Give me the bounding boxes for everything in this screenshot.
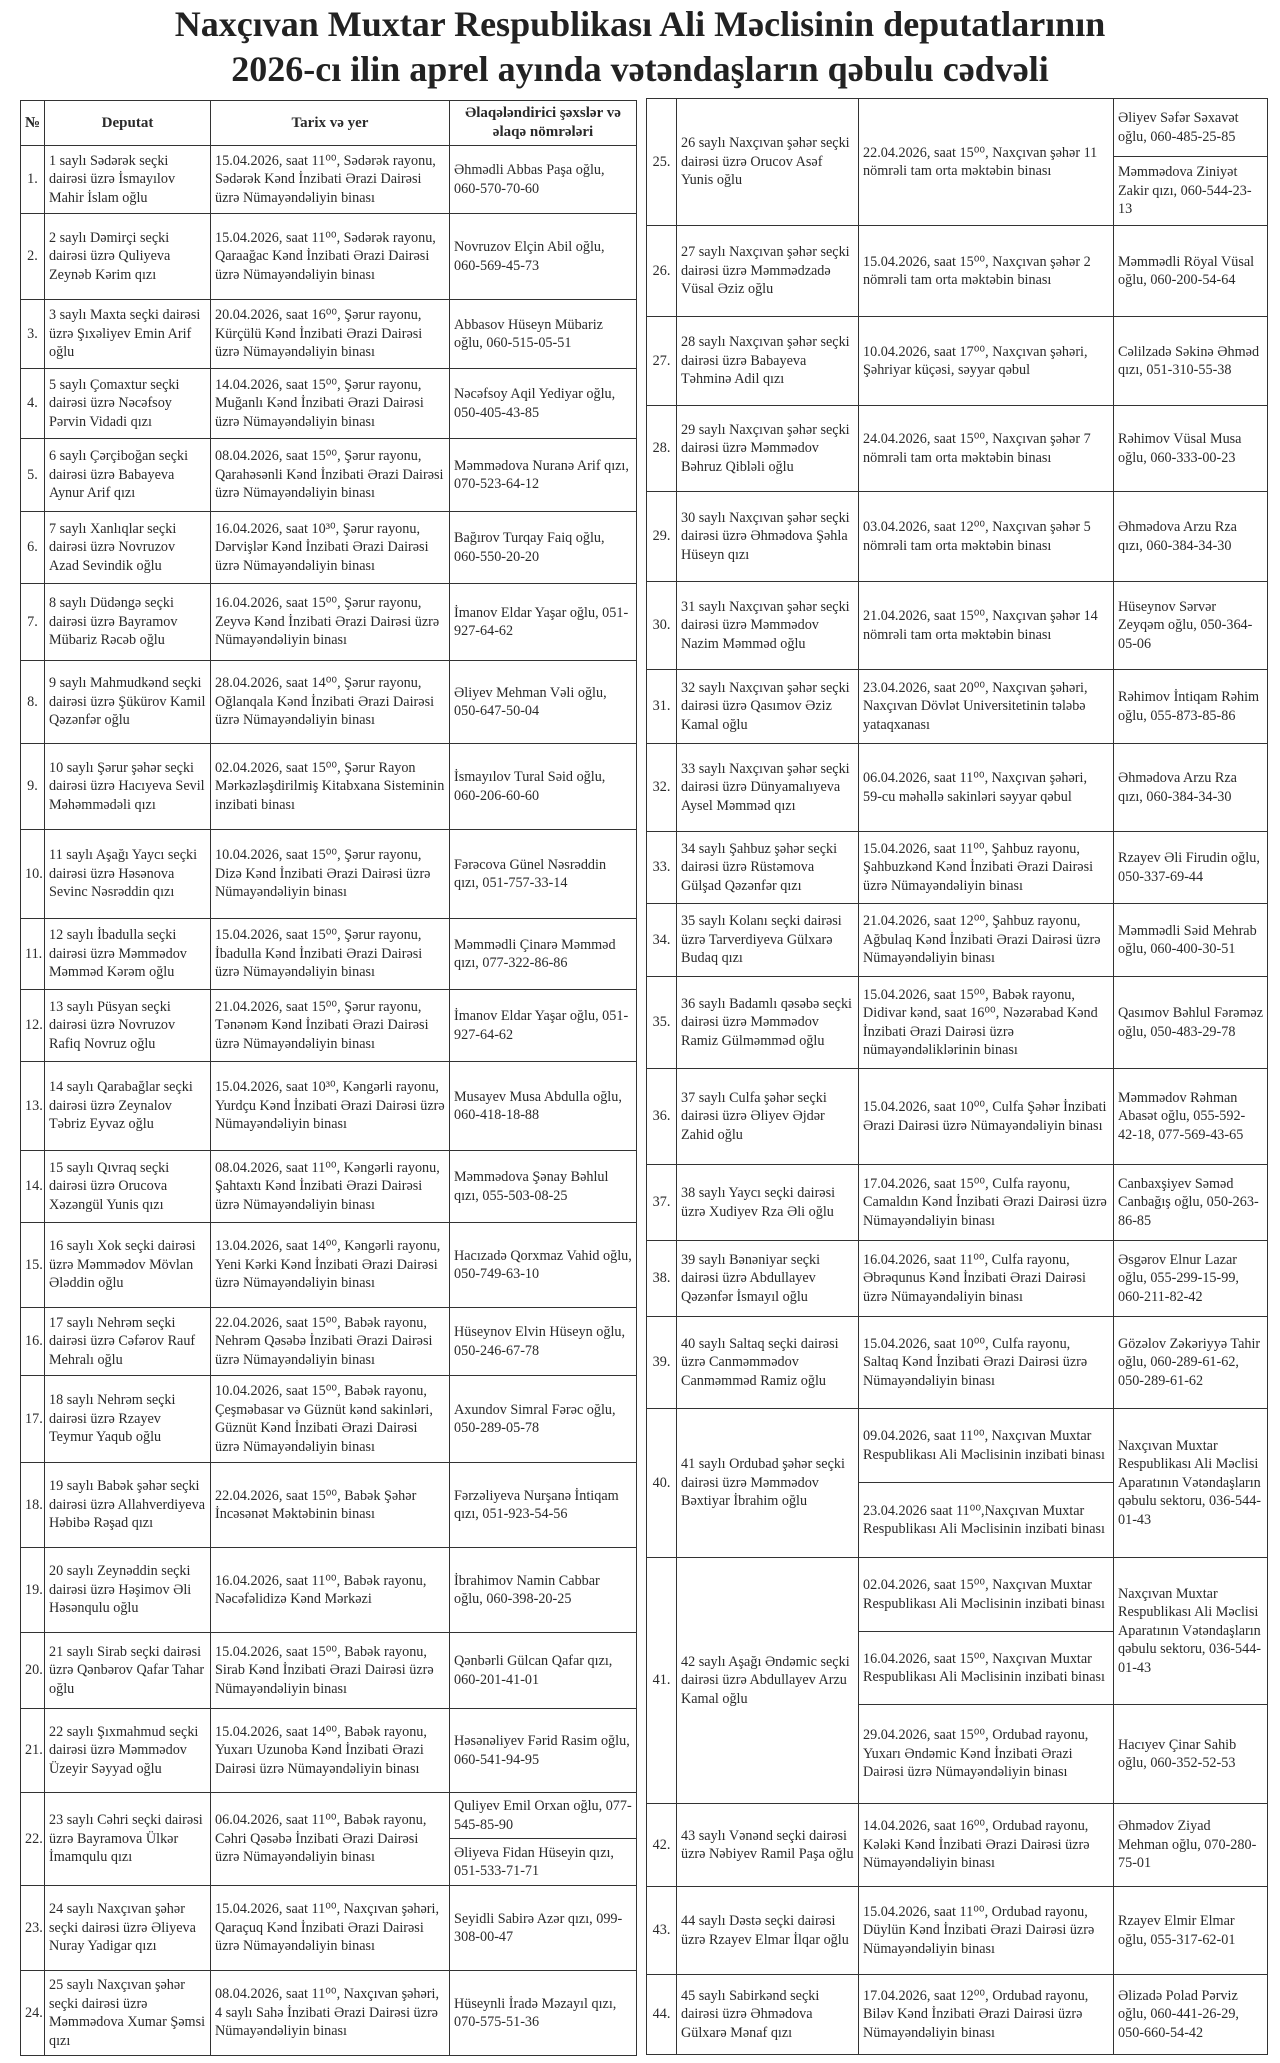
deputy-cell: 9 saylı Mahmudkənd seçki dairəsi üzrə Şükürov Kamil Qəzənfər oğlu — [45, 661, 211, 744]
contact-cell: Hüseynov Elvin Hüseyn oğlu, 050-246-67-78 — [450, 1308, 637, 1376]
date-place-cell: 15.04.2026, saat 15⁰⁰, Naxçıvan şəhər 2 nömrəli tam orta məktəbin binası — [859, 226, 1114, 317]
table-row — [21, 1223, 637, 1308]
deputy-cell: 21 saylı Sirab seçki dairəsi üzrə Qənbərov Qafar Tahar oğlu — [45, 1633, 211, 1709]
table-row — [21, 214, 637, 300]
date-place-cell: 16.04.2026, saat 11⁰⁰, Babək rayonu, Nəcəfəlidizə Kənd Mərkəzi — [211, 1548, 450, 1633]
date-place-cell: 02.04.2026, saat 15⁰⁰, Şərur Rayon Mərkəzləşdirilmiş Kitabxana Sisteminin inzibati binası — [211, 744, 450, 830]
row-number: 16. — [21, 1308, 45, 1376]
table-row — [21, 744, 637, 830]
date-place-cell: 06.04.2026, saat 11⁰⁰, Babək rayonu, Cəhri Qəsəbə İnzibati Ərazi Dairəsi üzrə Nümayəndəliyin binası — [211, 1793, 450, 1886]
deputy-cell: 35 saylı Kolanı seçki dairəsi üzrə Tarverdiyeva Gülxarə Budaq qızı — [677, 904, 859, 977]
table-row — [647, 1975, 1268, 2055]
row-number: 12. — [21, 990, 45, 1062]
page-title — [0, 2, 1280, 92]
date-place-cell: 08.04.2026, saat 11⁰⁰, Naxçıvan şəhəri, 4 saylı Sahə İnzibati Ərazi Dairəsi üzrə Nümayəndəliyin binası — [211, 1971, 450, 2056]
deputy-cell: 10 saylı Şərur şəhər seçki dairəsi üzrə Hacıyeva Sevil Məhəmmədəli qızı — [45, 744, 211, 830]
row-number: 9. — [21, 744, 45, 830]
contact-cell: Rzayev Əli Firudin oğlu, 050-337-69-44 — [1114, 832, 1268, 904]
date-place-cell: 22.04.2026, saat 15⁰⁰, Babək Şəhər İncəsənət Məktəbinin binası — [211, 1463, 450, 1548]
row-number: 37. — [647, 1165, 677, 1241]
date-place-cell: 20.04.2026, saat 16⁰⁰, Şərur rayonu, Kürçülü Kənd İnzibati Ərazi Dairəsi üzrə Nümayəndəliyin binası — [211, 300, 450, 369]
row-number: 22. — [21, 1793, 45, 1886]
date-place-cell: 15.04.2026, saat 11⁰⁰, Sədərək rayonu, Sədərək Kənd İnzibati Ərazi Dairəsi üzrə Nümayəndəliyin binası — [211, 146, 450, 214]
date-place-cell: 02.04.2026, saat 15⁰⁰, Naxçıvan Muxtar Respublikası Ali Məclisinin inzibati binası — [859, 1558, 1114, 1632]
table-row — [647, 904, 1268, 977]
table-row — [647, 582, 1268, 670]
table-row — [21, 1463, 637, 1548]
contact-cell: Rəhimov Vüsal Musa oğlu, 060-333-00-23 — [1114, 406, 1268, 492]
contact-cell: Canbaxşiyev Səməd Canbağış oğlu, 050-263-86-85 — [1114, 1165, 1268, 1241]
header-row — [21, 101, 637, 146]
date-place-cell: 13.04.2026, saat 14⁰⁰, Kəngərli rayonu, Yeni Kərki Kənd İnzibati Ərazi Dairəsi üzrə Nümayəndəliyin binası — [211, 1223, 450, 1308]
table-row — [21, 990, 637, 1062]
date-place-cell: 15.04.2026, saat 15⁰⁰, Şərur rayonu, İbadulla Kənd İnzibati Ərazi Dairəsi üzrə Nümayəndəliyin binası — [211, 919, 450, 990]
deputy-cell: 18 saylı Nehrəm seçki dairəsi üzrə Rzayev Teymur Yaqub oğlu — [45, 1376, 211, 1463]
contact-cell: Axundov Simral Fərəc oğlu, 050-289-05-78 — [450, 1376, 637, 1463]
deputy-cell: 19 saylı Babək şəhər seçki dairəsi üzrə Allahverdiyeva Həbibə Rəşad qızı — [45, 1463, 211, 1548]
deputy-cell: 16 saylı Xok seçki dairəsi üzrə Məmmədov Mövlan Ələddin oğlu — [45, 1223, 211, 1308]
table-row — [647, 977, 1268, 1069]
row-number: 43. — [647, 1887, 677, 1975]
contact-cell: Hüseynov Sərvər Zeyqəm oğlu, 050-364-05-06 — [1114, 582, 1268, 670]
date-place-cell: 24.04.2026, saat 15⁰⁰, Naxçıvan şəhər 7 nömrəli tam orta məktəbin binası — [859, 406, 1114, 492]
row-number: 14. — [21, 1151, 45, 1223]
contact-cell: Məmmədli Səid Mehrab oğlu, 060-400-30-51 — [1114, 904, 1268, 977]
date-place-cell: 15.04.2026, saat 11⁰⁰, Ordubad rayonu, Düylün Kənd İnzibati Ərazi Dairəsi üzrə Nümayəndəliyin binası — [859, 1887, 1114, 1975]
date-place-cell: 23.04.2026 saat 11⁰⁰,Naxçıvan Muxtar Respublikası Ali Məclisinin inzibati binası — [859, 1483, 1114, 1558]
row-number: 42. — [647, 1804, 677, 1887]
table-row — [21, 1709, 637, 1793]
table-row — [647, 1558, 1268, 1632]
deputy-cell: 17 saylı Nehrəm seçki dairəsi üzrə Cəfərov Rauf Mehralı oğlu — [45, 1308, 211, 1376]
contact-cell: Məmmədova Nuranə Arif qızı, 070-523-64-12 — [450, 439, 637, 512]
contact-cell: Əhmədova Arzu Rza qızı, 060-384-34-30 — [1114, 744, 1268, 832]
row-number: 5. — [21, 439, 45, 512]
table-row — [21, 1971, 637, 2056]
date-place-cell: 15.04.2026, saat 11⁰⁰, Şahbuz rayonu, Şahbuzkənd Kənd İnzibati Ərazi Dairəsi üzrə Nümayəndəliyin binası — [859, 832, 1114, 904]
deputy-cell: 5 saylı Çomaxtur seçki dairəsi üzrə Nəcəfsoy Pərvin Vidadi qızı — [45, 369, 211, 439]
contact-cell: Rzayev Elmir Elmar oğlu, 055-317-62-01 — [1114, 1887, 1268, 1975]
table-row — [21, 919, 637, 990]
deputy-cell: 32 saylı Naxçıvan şəhər seçki dairəsi üzrə Qasımov Əziz Kamal oğlu — [677, 670, 859, 744]
table-row — [647, 492, 1268, 582]
row-number: 41. — [647, 1558, 677, 1804]
date-place-cell: 09.04.2026, saat 11⁰⁰, Naxçıvan Muxtar Respublikası Ali Məclisinin inzibati binası — [859, 1409, 1114, 1483]
contact-cell: Məmmədov Rəhman Abasət oğlu, 055-592-42-18, 077-569-43-65 — [1114, 1069, 1268, 1165]
table-row — [21, 661, 637, 744]
deputy-cell: 23 saylı Cəhri seçki dairəsi üzrə Bayramova Ülkər İmamqulu qızı — [45, 1793, 211, 1886]
contact-cell: Qasımov Bəhlul Fərəməz oğlu, 050-483-29-78 — [1114, 977, 1268, 1069]
table-row — [21, 1376, 637, 1463]
deputy-cell: 1 saylı Sədərək seçki dairəsi üzrə İsmayılov Mahir İslam oğlu — [45, 146, 211, 214]
deputy-cell: 38 saylı Yaycı seçki dairəsi üzrə Xudiyev Rza Əli oğlu — [677, 1165, 859, 1241]
date-place-cell: 15.04.2026, saat 11⁰⁰, Sədərək rayonu, Qaraağac Kənd İnzibati Ərazi Dairəsi üzrə Nümayəndəliyin binası — [211, 214, 450, 300]
header-contacts: Əlaqələndirici şəxslər və əlaqə nömrələri — [450, 101, 637, 146]
row-number: 24. — [21, 1971, 45, 2056]
contact-cell: Novruzov Elçin Abil oğlu, 060-569-45-73 — [450, 214, 637, 300]
date-place-cell: 22.04.2026, saat 15⁰⁰, Naxçıvan şəhər 11 nömrəli tam orta məktəbin binası — [859, 99, 1114, 226]
table-row — [647, 99, 1268, 157]
deputy-cell: 24 saylı Naxçıvan şəhər seçki dairəsi üzrə Əliyeva Nuray Yadigar qızı — [45, 1886, 211, 1971]
row-number: 29. — [647, 492, 677, 582]
table-row — [647, 670, 1268, 744]
row-number: 3. — [21, 300, 45, 369]
deputy-cell: 33 saylı Naxçıvan şəhər seçki dairəsi üzrə Dünyamalıyeva Aysel Məmməd qızı — [677, 744, 859, 832]
deputy-cell: 37 saylı Culfa şəhər seçki dairəsi üzrə Əliyev Əjdər Zahid oğlu — [677, 1069, 859, 1165]
table-row — [21, 146, 637, 214]
deputy-cell: 41 saylı Ordubad şəhər seçki dairəsi üzrə Məmmədov Bəxtiyar İbrahim oğlu — [677, 1409, 859, 1558]
table-row — [647, 1804, 1268, 1887]
row-number: 44. — [647, 1975, 677, 2055]
contact-cell: Məmmədli Röyal Vüsal oğlu, 060-200-54-64 — [1114, 226, 1268, 317]
deputy-cell: 12 saylı İbadulla seçki dairəsi üzrə Məmmədov Məmməd Kərəm oğlu — [45, 919, 211, 990]
header-date-place: Tarix və yer — [211, 101, 450, 146]
date-place-cell: 06.04.2026, saat 11⁰⁰, Naxçıvan şəhəri, 59-cu məhəllə sakinləri səyyar qəbul — [859, 744, 1114, 832]
contact-cell: Gözəlov Zəkəriyyə Tahir oğlu, 060-289-61-62, 050-289-61-62 — [1114, 1317, 1268, 1409]
contact-cell: Hacıyev Çinar Sahib oğlu, 060-352-52-53 — [1114, 1705, 1268, 1804]
row-number: 28. — [647, 406, 677, 492]
date-place-cell: 03.04.2026, saat 12⁰⁰, Naxçıvan şəhər 5 nömrəli tam orta məktəbin binası — [859, 492, 1114, 582]
deputy-cell: 28 saylı Naxçıvan şəhər seçki dairəsi üzrə Babayeva Təhminə Adil qızı — [677, 317, 859, 406]
table-row — [647, 1069, 1268, 1165]
date-place-cell: 15.04.2026, saat 15⁰⁰, Babək rayonu, Didivar kənd, saat 16⁰⁰, Nəzərabad Kənd İnzibati Ərazi Dairəsi üzrə nümayəndəliklərinin binası — [859, 977, 1114, 1069]
date-place-cell: 10.04.2026, saat 15⁰⁰, Şərur rayonu, Dizə Kənd İnzibati Ərazi Dairəsi üzrə Nümayəndəliyin binası — [211, 830, 450, 919]
row-number: 26. — [647, 226, 677, 317]
deputy-cell: 15 saylı Qıvraq seçki dairəsi üzrə Orucova Xəzəngül Yunis qızı — [45, 1151, 211, 1223]
deputy-cell: 30 saylı Naxçıvan şəhər seçki dairəsi üzrə Əhmədova Şəhla Hüseyn qızı — [677, 492, 859, 582]
table-row — [21, 369, 637, 439]
date-place-cell: 14.04.2026, saat 16⁰⁰, Ordubad rayonu, Kələki Kənd İnzibati Ərazi Dairəsi üzrə Nümayəndəliyin binası — [859, 1804, 1114, 1887]
contact-cell: Əhmədova Arzu Rza qızı, 060-384-34-30 — [1114, 492, 1268, 582]
table-body-left — [21, 146, 637, 2056]
date-place-cell: 08.04.2026, saat 11⁰⁰, Kəngərli rayonu, Şahtaxtı Kənd İnzibati Ərazi Dairəsi üzrə Nümayəndəliyin binası — [211, 1151, 450, 1223]
row-number: 4. — [21, 369, 45, 439]
date-place-cell: 14.04.2026, saat 15⁰⁰, Şərur rayonu, Muğanlı Kənd İnzibati Ərazi Dairəsi üzrə Nümayəndəliyin binası — [211, 369, 450, 439]
contact-cell: Naxçıvan Muxtar Respublikası Ali Məclisi Aparatının Vətəndaşların qəbulu sektoru, 036-544-01-43 — [1114, 1558, 1268, 1705]
date-place-cell: 10.04.2026, saat 17⁰⁰, Naxçıvan şəhəri, Şəhriyar küçəsi, səyyar qəbul — [859, 317, 1114, 406]
row-number: 1. — [21, 146, 45, 214]
row-number: 36. — [647, 1069, 677, 1165]
deputy-cell: 36 saylı Badamlı qəsəbə seçki dairəsi üzrə Məmmədov Ramiz Gülməmməd oğlu — [677, 977, 859, 1069]
deputy-cell: 43 saylı Vənənd seçki dairəsi üzrə Nəbiyev Ramil Paşa oğlu — [677, 1804, 859, 1887]
deputy-cell: 6 saylı Çərçiboğan seçki dairəsi üzrə Babayeva Aynur Arif qızı — [45, 439, 211, 512]
contact-cell: Məmmədova Ziniyət Zakir qızı, 060-544-23-13 — [1114, 157, 1268, 226]
contact-cell: Əliyeva Fidan Hüseyin qızı, 051-533-71-71 — [450, 1839, 637, 1886]
table-row — [21, 512, 637, 584]
deputy-cell: 34 saylı Şahbuz şəhər seçki dairəsi üzrə Rüstəmova Gülşad Qəzənfər qızı — [677, 832, 859, 904]
contact-cell: Əliyev Mehman Vəli oğlu, 050-647-50-04 — [450, 661, 637, 744]
table-row — [647, 1317, 1268, 1409]
row-number: 7. — [21, 584, 45, 661]
row-number: 35. — [647, 977, 677, 1069]
deputy-cell: 7 saylı Xanlıqlar seçki dairəsi üzrə Novruzov Azad Sevindik oğlu — [45, 512, 211, 584]
contact-cell: Qənbərli Gülcan Qafar qızı, 060-201-41-01 — [450, 1633, 637, 1709]
row-number: 20. — [21, 1633, 45, 1709]
deputy-cell: 22 saylı Şıxmahmud seçki dairəsi üzrə Məmmədov Üzeyir Səyyad oğlu — [45, 1709, 211, 1793]
row-number: 15. — [21, 1223, 45, 1308]
contact-cell: İbrahimov Namin Cabbar oğlu, 060-398-20-25 — [450, 1548, 637, 1633]
row-number: 8. — [21, 661, 45, 744]
table-row — [21, 1548, 637, 1633]
deputy-cell: 11 saylı Aşağı Yaycı seçki dairəsi üzrə Həsənova Sevinc Nəsrəddin qızı — [45, 830, 211, 919]
row-number: 18. — [21, 1463, 45, 1548]
deputy-cell: 2 saylı Dəmirçi seçki dairəsi üzrə Quliyeva Zeynəb Kərim qızı — [45, 214, 211, 300]
date-place-cell: 15.04.2026, saat 10⁰⁰, Culfa rayonu, Saltaq Kənd İnzibati Ərazi Dairəsi üzrə Nümayəndəliyin binası — [859, 1317, 1114, 1409]
date-place-cell: 29.04.2026, saat 15⁰⁰, Ordubad rayonu, Yuxarı Əndəmic Kənd İnzibati Ərazi Dairəsi üzrə Nümayəndəliyin binası — [859, 1705, 1114, 1804]
row-number: 21. — [21, 1709, 45, 1793]
date-place-cell: 16.04.2026, saat 10³⁰, Şərur rayonu, Dərvişlər Kənd İnzibati Ərazi Dairəsi üzrə Nümayəndəliyin binası — [211, 512, 450, 584]
contact-cell: Cəlilzadə Səkinə Əhməd qızı, 051-310-55-38 — [1114, 317, 1268, 406]
row-number: 30. — [647, 582, 677, 670]
date-place-cell: 15.04.2026, saat 15⁰⁰, Babək rayonu, Sirab Kənd İnzibati Ərazi Dairəsi üzrə Nümayəndəliyin binası — [211, 1633, 450, 1709]
schedule-table-left — [20, 100, 637, 2056]
row-number: 32. — [647, 744, 677, 832]
table-row — [647, 406, 1268, 492]
title-line-2: 2026-cı ilin aprel ayında vətəndaşların qəbulu cədvəli — [231, 49, 1049, 89]
row-number: 11. — [21, 919, 45, 990]
contact-cell: Əhmədli Abbas Paşa oğlu, 060-570-70-60 — [450, 146, 637, 214]
date-place-cell: 15.04.2026, saat 14⁰⁰, Babək rayonu, Yuxarı Uzunoba Kənd İnzibati Ərazi Dairəsi üzrə Nümayəndəliyin binası — [211, 1709, 450, 1793]
contact-cell: Hüseynli İradə Məzayıl qızı, 070-575-51-36 — [450, 1971, 637, 2056]
date-place-cell: 15.04.2026, saat 10³⁰, Kəngərli rayonu, Yurdçu Kənd İnzibati Ərazi Dairəsi üzrə Nümayəndəliyin binası — [211, 1062, 450, 1151]
table-row — [647, 1165, 1268, 1241]
header-deputat: Deputat — [45, 101, 211, 146]
contact-cell: Məmmədova Şənay Bəhlul qızı, 055-503-08-25 — [450, 1151, 637, 1223]
date-place-cell: 21.04.2026, saat 12⁰⁰, Şahbuz rayonu, Ağbulaq Kənd İnzibati Ərazi Dairəsi üzrə Nümayəndəliyin binası — [859, 904, 1114, 977]
row-number: 6. — [21, 512, 45, 584]
row-number: 13. — [21, 1062, 45, 1151]
row-number: 39. — [647, 1317, 677, 1409]
contact-cell: İmanov Eldar Yaşar oğlu, 051-927-64-62 — [450, 990, 637, 1062]
deputy-cell: 13 saylı Püsyan seçki dairəsi üzrə Novruzov Rafiq Novruz oğlu — [45, 990, 211, 1062]
contact-cell: Fərzəliyeva Nurşanə İntiqam qızı, 051-923-54-56 — [450, 1463, 637, 1548]
row-number: 10. — [21, 830, 45, 919]
title-line-1: Naxçıvan Muxtar Respublikası Ali Məclisinin deputatlarının — [174, 4, 1106, 44]
row-number: 38. — [647, 1241, 677, 1317]
contact-cell: Quliyev Emil Orxan oğlu, 077-545-85-90 — [450, 1793, 637, 1839]
table-row — [21, 830, 637, 919]
row-number: 2. — [21, 214, 45, 300]
contact-cell: Əlizadə Polad Pərviz oğlu, 060-441-26-29, 050-660-54-42 — [1114, 1975, 1268, 2055]
contact-cell: İmanov Eldar Yaşar oğlu, 051-927-64-62 — [450, 584, 637, 661]
table-row — [21, 300, 637, 369]
row-number: 23. — [21, 1886, 45, 1971]
contact-cell: Həsənəliyev Fərid Rasim oğlu, 060-541-94-95 — [450, 1709, 637, 1793]
table-row — [21, 1793, 637, 1839]
row-number: 19. — [21, 1548, 45, 1633]
deputy-cell: 45 saylı Sabirkənd seçki dairəsi üzrə Əhmədova Gülxarə Mənaf qızı — [677, 1975, 859, 2055]
contact-cell: Əsgərov Elnur Lazar oğlu, 055-299-15-99, 060-211-82-42 — [1114, 1241, 1268, 1317]
table-row — [647, 1409, 1268, 1483]
table-row — [21, 1886, 637, 1971]
deputy-cell: 25 saylı Naxçıvan şəhər seçki dairəsi üzrə Məmmədova Xumar Şəmsi qızı — [45, 1971, 211, 2056]
date-place-cell: 16.04.2026, saat 15⁰⁰, Şərur rayonu, Zeyvə Kənd İnzibati Ərazi Dairəsi üzrə Nümayəndəliyin binası — [211, 584, 450, 661]
table-row — [647, 317, 1268, 406]
table-row — [21, 1151, 637, 1223]
deputy-cell: 44 saylı Dəstə seçki dairəsi üzrə Rzayev Elmar İlqar oğlu — [677, 1887, 859, 1975]
date-place-cell: 15.04.2026, saat 10⁰⁰, Culfa Şəhər İnzibati Ərazi Dairəsi üzrə Nümayəndəliyin binası — [859, 1069, 1114, 1165]
row-number: 34. — [647, 904, 677, 977]
contact-cell: Məmmədli Çinarə Məmməd qızı, 077-322-86-86 — [450, 919, 637, 990]
contact-cell: İsmayılov Tural Səid oğlu, 060-206-60-60 — [450, 744, 637, 830]
date-place-cell: 16.04.2026, saat 11⁰⁰, Culfa rayonu, Əbrəqunus Kənd İnzibati Ərazi Dairəsi üzrə Nümayəndəliyin binası — [859, 1241, 1114, 1317]
deputy-cell: 8 saylı Düdəngə seçki dairəsi üzrə Bayramov Mübariz Rəcəb oğlu — [45, 584, 211, 661]
contact-cell: Bağırov Turqay Faiq oğlu, 060-550-20-20 — [450, 512, 637, 584]
contact-cell: Nəcəfsoy Aqil Yediyar oğlu, 050-405-43-85 — [450, 369, 637, 439]
contact-cell: Abbasov Hüseyn Mübariz oğlu, 060-515-05-51 — [450, 300, 637, 369]
row-number: 33. — [647, 832, 677, 904]
contact-cell: Əhmədov Ziyad Mehman oğlu, 070-280-75-01 — [1114, 1804, 1268, 1887]
table-row — [647, 832, 1268, 904]
date-place-cell: 08.04.2026, saat 15⁰⁰, Şərur rayonu, Qarahəsənli Kənd İnzibati Ərazi Dairəsi üzrə Nümayəndəliyin binası — [211, 439, 450, 512]
deputy-cell: 20 saylı Zeynəddin seçki dairəsi üzrə Həşimov Əli Həsənqulu oğlu — [45, 1548, 211, 1633]
contact-cell: Əliyev Səfər Səxavət oğlu, 060-485-25-85 — [1114, 99, 1268, 157]
table-row — [647, 1887, 1268, 1975]
deputy-cell: 14 saylı Qarabağlar seçki dairəsi üzrə Zeynalov Təbriz Eyvaz oğlu — [45, 1062, 211, 1151]
table-row — [21, 439, 637, 512]
deputy-cell: 31 saylı Naxçıvan şəhər seçki dairəsi üzrə Məmmədov Nazim Məmməd oğlu — [677, 582, 859, 670]
table-row — [647, 744, 1268, 832]
contact-cell: Fərəcova Günel Nəsrəddin qızı, 051-757-33-14 — [450, 830, 637, 919]
contact-cell: Hacızadə Qorxmaz Vahid oğlu, 050-749-63-10 — [450, 1223, 637, 1308]
date-place-cell: 28.04.2026, saat 14⁰⁰, Şərur rayonu, Oğlanqala Kənd İnzibati Ərazi Dairəsi üzrə Nümayəndəliyin binası — [211, 661, 450, 744]
deputy-cell: 3 saylı Maxta seçki dairəsi üzrə Şıxəliyev Emin Arif oğlu — [45, 300, 211, 369]
row-number: 17. — [21, 1376, 45, 1463]
table-row — [647, 1241, 1268, 1317]
date-place-cell: 15.04.2026, saat 11⁰⁰, Naxçıvan şəhəri, Qaraçuq Kənd İnzibati Ərazi Dairəsi üzrə Nümayəndəliyin binası — [211, 1886, 450, 1971]
date-place-cell: 16.04.2026, saat 15⁰⁰, Naxçıvan Muxtar Respublikası Ali Məclisinin inzibati binası — [859, 1632, 1114, 1705]
contact-cell: Rəhimov İntiqam Rəhim oğlu, 055-873-85-86 — [1114, 670, 1268, 744]
date-place-cell: 10.04.2026, saat 15⁰⁰, Babək rayonu, Çeşməbasar və Güznüt kənd sakinləri, Güznüt Kənd İnzibati Ərazi Dairəsi üzrə Nümayəndəliyin binası — [211, 1376, 450, 1463]
deputy-cell: 42 saylı Aşağı Əndəmic seçki dairəsi üzrə Abdullayev Arzu Kamal oğlu — [677, 1558, 859, 1804]
row-number: 25. — [647, 99, 677, 226]
deputy-cell: 26 saylı Naxçıvan şəhər seçki dairəsi üzrə Orucov Asəf Yunis oğlu — [677, 99, 859, 226]
table-body-right — [647, 99, 1268, 2055]
contact-cell: Musayev Musa Abdulla oğlu, 060-418-18-88 — [450, 1062, 637, 1151]
date-place-cell: 17.04.2026, saat 15⁰⁰, Culfa rayonu, Camaldın Kənd İnzibati Ərazi Dairəsi üzrə Nümayəndəliyin binası — [859, 1165, 1114, 1241]
date-place-cell: 23.04.2026, saat 20⁰⁰, Naxçıvan şəhəri, Naxçıvan Dövlət Universitetinin tələbə yataqxanası — [859, 670, 1114, 744]
table-row — [21, 1062, 637, 1151]
row-number: 31. — [647, 670, 677, 744]
deputy-cell: 39 saylı Bənəniyar seçki dairəsi üzrə Abdullayev Qəzənfər İsmayıl oğlu — [677, 1241, 859, 1317]
row-number: 27. — [647, 317, 677, 406]
date-place-cell: 21.04.2026, saat 15⁰⁰, Naxçıvan şəhər 14 nömrəli tam orta məktəbin binası — [859, 582, 1114, 670]
date-place-cell: 22.04.2026, saat 15⁰⁰, Babək rayonu, Nehrəm Qəsəbə İnzibati Ərazi Dairəsi üzrə Nümayəndəliyin binası — [211, 1308, 450, 1376]
table-row — [21, 1308, 637, 1376]
row-number: 40. — [647, 1409, 677, 1558]
contact-cell: Seyidli Sabirə Azər qızı, 099-308-00-47 — [450, 1886, 637, 1971]
table-row — [21, 584, 637, 661]
contact-cell: Naxçıvan Muxtar Respublikası Ali Məclisi Aparatının Vətəndaşların qəbulu sektoru, 036-544-01-43 — [1114, 1409, 1268, 1558]
table-row — [647, 226, 1268, 317]
deputy-cell: 40 saylı Saltaq seçki dairəsi üzrə Canməmmədov Canməmməd Ramiz oğlu — [677, 1317, 859, 1409]
header-number: № — [21, 101, 45, 146]
table-row — [21, 1633, 637, 1709]
schedule-table-right — [646, 98, 1268, 2055]
deputy-cell: 29 saylı Naxçıvan şəhər seçki dairəsi üzrə Məmmədov Bəhruz Qibləli oğlu — [677, 406, 859, 492]
date-place-cell: 21.04.2026, saat 15⁰⁰, Şərur rayonu, Tənənəm Kənd İnzibati Ərazi Dairəsi üzrə Nümayəndəliyin binası — [211, 990, 450, 1062]
date-place-cell: 17.04.2026, saat 12⁰⁰, Ordubad rayonu, Biləv Kənd İnzibati Ərazi Dairəsi üzrə Nümayəndəliyin binası — [859, 1975, 1114, 2055]
deputy-cell: 27 saylı Naxçıvan şəhər seçki dairəsi üzrə Məmmədzadə Vüsal Əziz oğlu — [677, 226, 859, 317]
